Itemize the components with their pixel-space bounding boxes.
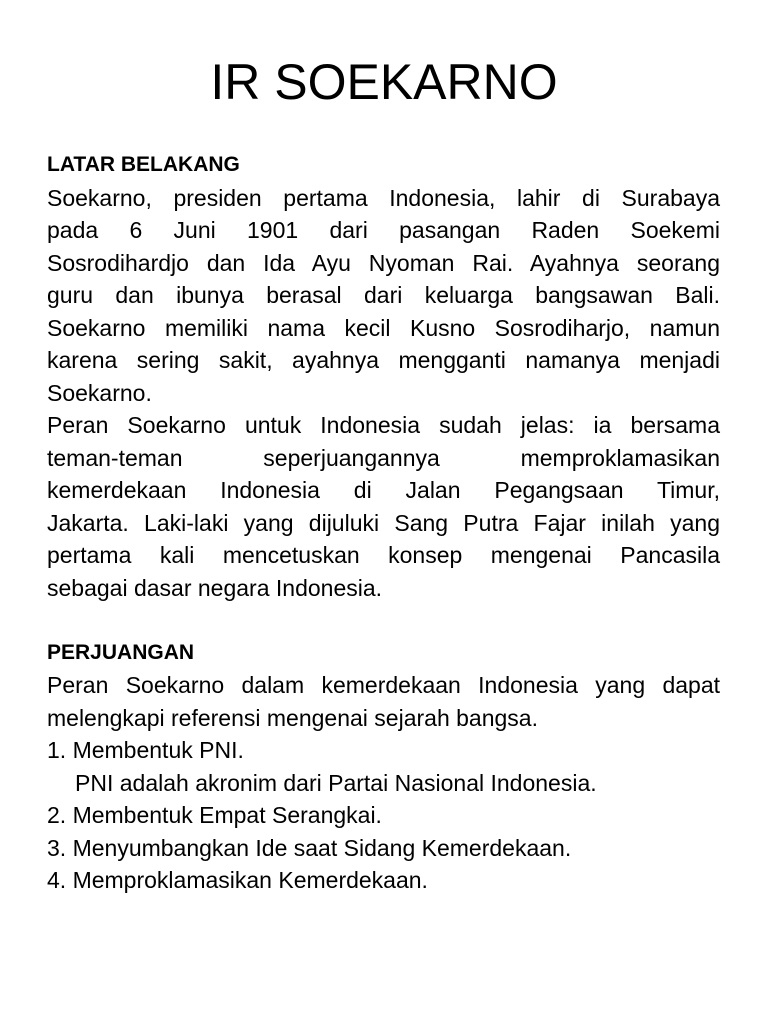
section-heading-struggle: PERJUANGAN — [47, 640, 195, 664]
text-line: Sosrodihardjo dan Ida Ayu Nyoman Rai. Ayahnya seorang — [47, 249, 720, 276]
text-line: Soekarno, presiden pertama Indonesia, lahir di Surabaya — [47, 184, 720, 211]
list-item: 3. Menyumbangkan Ide saat Sidang Kemerdekaan. — [47, 834, 572, 861]
text-line: Peran Soekarno dalam kemerdekaan Indonesia yang dapat — [47, 672, 720, 698]
text-line: kemerdekaan Indonesia di Jalan Pegangsaan Timur, — [47, 477, 720, 503]
text-line: karena sering sakit, ayahnya mengganti namanya menjadi — [47, 347, 720, 373]
text-line: pada 6 Juni 1901 dari pasangan Raden Soekemi — [47, 217, 720, 243]
list-item: 1. Membentuk PNI. — [47, 737, 244, 763]
list-item-note: PNI adalah akronim dari Partai Nasional Indonesia. — [75, 769, 597, 796]
paragraph-background-1 — [47, 182, 720, 410]
page-title: IR SOEKARNO — [210, 54, 558, 110]
spacer — [47, 604, 720, 637]
text-line: pertama kali mencetuskan konsep mengenai Pancasila — [47, 542, 720, 568]
numbered-list — [47, 734, 720, 897]
text-line: Peran Soekarno untuk Indonesia sudah jelas: ia bersama — [47, 412, 720, 438]
list-item: 2. Membentuk Empat Serangkai. — [47, 802, 382, 828]
paragraph-background-2 — [47, 409, 720, 604]
text-line: guru dan ibunya berasal dari keluarga bangsawan Bali. — [47, 282, 720, 308]
text-line: Soekarno. — [47, 379, 152, 406]
list-item: 4. Memproklamasikan Kemerdekaan. — [47, 867, 428, 893]
section-heading-background: LATAR BELAKANG — [47, 153, 240, 176]
document-body — [47, 149, 720, 897]
text-line: Jakarta. Laki-laki yang dijuluki Sang Putra Fajar inilah yang — [47, 509, 720, 536]
text-line: teman-teman seperjuangannya memproklamasikan — [47, 444, 720, 471]
text-line: Soekarno memiliki nama kecil Kusno Sosrodiharjo, namun — [47, 314, 720, 341]
paragraph-struggle-intro — [47, 669, 720, 734]
text-line: melengkapi referensi mengenai sejarah bangsa. — [47, 704, 538, 731]
text-line: sebagai dasar negara Indonesia. — [47, 574, 383, 601]
